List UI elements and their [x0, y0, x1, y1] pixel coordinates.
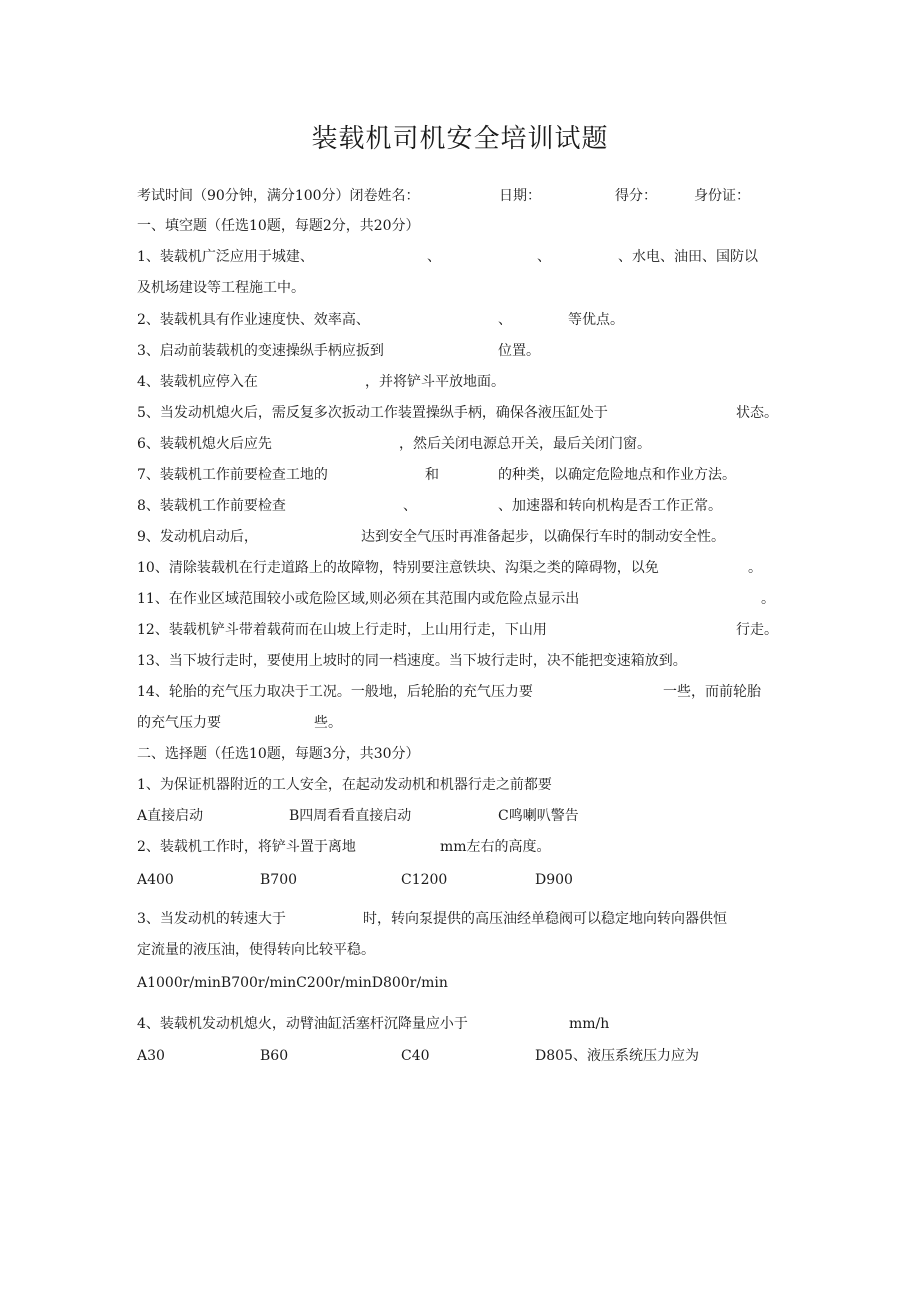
q4-text-a: 4、装载机应停入在	[137, 374, 258, 390]
q1-text-b: 、	[427, 249, 441, 265]
q2-text-b: 、	[498, 312, 512, 328]
q8-text-b: 、	[403, 498, 417, 514]
c4-stem-a: 4、装载机发动机熄火，动臂油缸活塞杆沉降量应小于	[137, 1016, 468, 1032]
c2-stem-a: 2、装载机工作时，将铲斗置于离地	[137, 839, 356, 855]
q14-text-b: 一些，而前轮胎	[663, 684, 761, 700]
score-label: 得分：	[615, 188, 657, 204]
q12-text-b: 行走。	[736, 622, 778, 638]
q10-text-b: 。	[748, 560, 762, 576]
c4-option-d: D805、液压系统压力应为	[535, 1048, 699, 1064]
q8-text-a: 8、装载机工作前要检查	[137, 498, 286, 514]
c4-stem-b: mm/h	[569, 1016, 610, 1032]
c1-option-b: B四周看看直接启动	[289, 808, 412, 824]
q1-text-c: 、	[537, 249, 551, 265]
choice-3-line2: 定流量的液压油，使得转向比较平稳。	[137, 942, 375, 958]
q4-text-b: ，并将铲斗平放地面。	[365, 374, 505, 390]
c3-stem-a: 3、当发动机的转速大于	[137, 911, 286, 927]
c3-stem-b: 时，转向泵提供的高压油经单稳阀可以稳定地向转向器供恒	[363, 911, 727, 927]
q5-text-a: 5、当发动机熄火后，需反复多次扳动工作装置操纵手柄，确保各液压缸处于	[137, 405, 608, 421]
q11-text-a: 11、在作业区域范围较小或危险区域,则必须在其范围内或危险点显示出	[137, 591, 580, 607]
q2-text-a: 2、装载机具有作业速度快、效率高、	[137, 312, 370, 328]
q14-text-a: 14、轮胎的充气压力取决于工况。一般地，后轮胎的充气压力要	[137, 684, 533, 700]
c1-option-a: A直接启动	[137, 808, 204, 824]
c2-stem-b: mm左右的高度。	[440, 839, 551, 855]
q8-text-c: 、加速器和转向机构是否工作正常。	[498, 498, 722, 514]
question-13: 13、当下坡行走时，要使用上坡时的同一档速度。当下坡行走时，决不能把变速箱放到。	[137, 653, 687, 669]
q12-text-a: 12、装载机铲斗带着载荷而在山坡上行走时，上山用行走，下山用	[137, 622, 547, 638]
q9-text-b: 达到安全气压时再准备起步，以确保行车时的制动安全性。	[361, 529, 725, 545]
q14-line2-a: 的充气压力要	[137, 715, 221, 731]
q9-text-a: 9、发动机启动后，	[137, 529, 258, 545]
q6-text-b: ，然后关闭电源总开关，最后关闭门窗。	[399, 436, 651, 452]
page-title: 装载机司机安全培训试题	[311, 124, 609, 154]
q1-text-a: 1、装载机广泛应用于城建、	[137, 249, 314, 265]
c1-option-c: C鸣喇叭警告	[498, 808, 579, 824]
c2-option-c: C1200	[401, 872, 448, 888]
q2-text-c: 等优点。	[568, 312, 624, 328]
q7-text-c: 的种类，以确定危险地点和作业方法。	[498, 467, 736, 483]
q7-text-b: 和	[425, 467, 439, 483]
id-label: 身份证：	[694, 188, 750, 204]
c4-option-a: A30	[137, 1048, 165, 1064]
q11-text-b: 。	[761, 591, 775, 607]
section2-heading: 二、选择题（任选10题，每题3分，共30分）	[137, 746, 420, 762]
q5-text-b: 状态。	[736, 405, 778, 421]
c2-option-a: A400	[137, 872, 174, 888]
exam-info: 考试时间（90分钟，满分100分）闭卷姓名：	[137, 188, 420, 204]
q1-text-d: 、水电、油田、国防以	[618, 249, 758, 265]
q6-text-a: 6、装载机熄火后应先	[137, 436, 272, 452]
choice-3-options: A1000r/minB700r/minC200r/minD800r/min	[137, 975, 448, 991]
q3-text-a: 3、启动前装载机的变速操纵手柄应扳到	[137, 343, 384, 359]
c4-option-b: B60	[260, 1048, 289, 1064]
q10-text-a: 10、清除装载机在行走道路上的故障物，特别要注意铁块、沟渠之类的障碍物，以免	[137, 560, 659, 576]
q1-line2: 及机场建设等工程施工中。	[137, 280, 305, 296]
choice-4-options	[137, 1046, 699, 1166]
c2-option-d: D900	[535, 872, 573, 888]
q7-text-a: 7、装载机工作前要检查工地的	[137, 467, 328, 483]
section1-heading: 一、填空题（任选10题，每题2分，共20分）	[137, 218, 420, 234]
c4-option-c: C40	[401, 1048, 430, 1064]
choice-1-stem: 1、为保证机器附近的工人安全，在起动发动机和机器行走之前都要	[137, 777, 552, 793]
q14-line2-b: 些。	[314, 715, 342, 731]
date-label: 日期：	[499, 188, 541, 204]
q3-text-b: 位置。	[498, 343, 540, 359]
c2-option-b: B700	[260, 872, 298, 888]
